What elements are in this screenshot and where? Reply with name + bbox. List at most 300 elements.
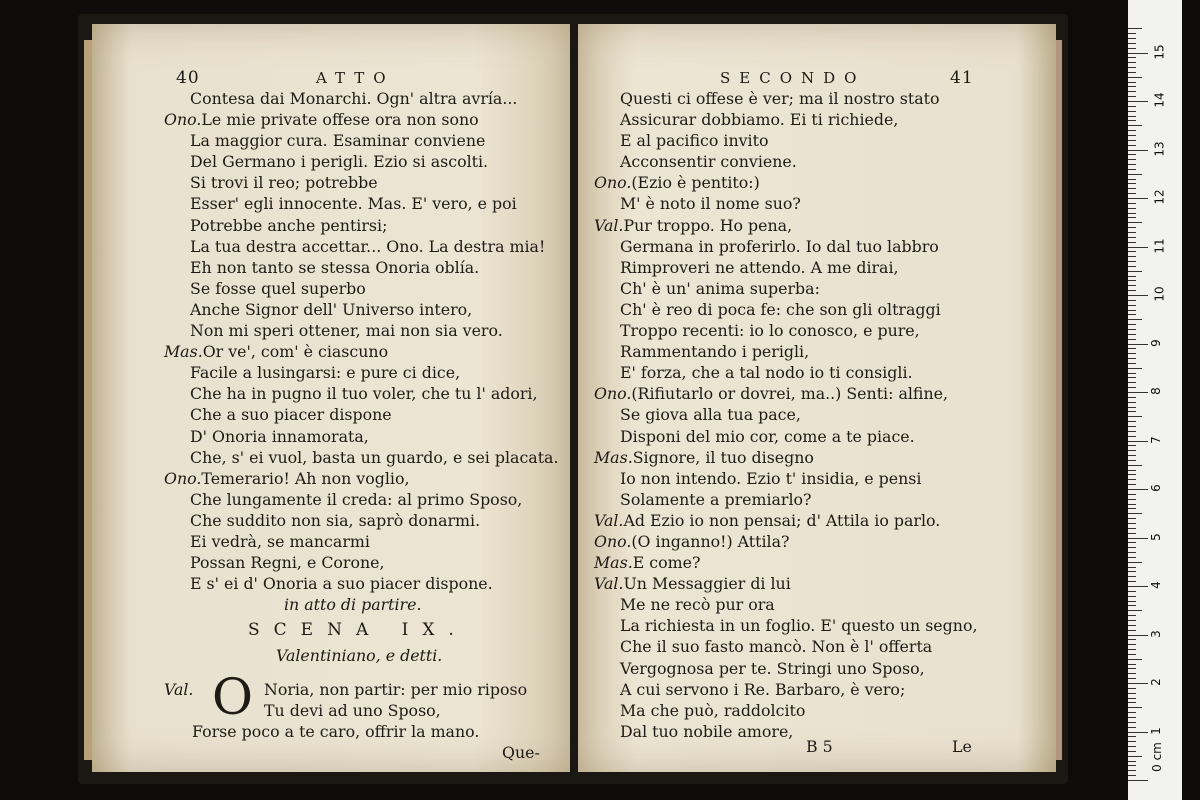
text-line: [594, 489, 977, 510]
text-line: [164, 383, 559, 404]
ruler-tick: [1128, 154, 1136, 155]
ruler-tick: [1128, 77, 1142, 78]
ruler-tick: [1128, 605, 1136, 606]
ruler-tick: [1128, 775, 1136, 776]
text-line: [164, 172, 559, 193]
ruler-tick: [1128, 649, 1136, 650]
val-lines: [264, 679, 527, 721]
ruler-tick: [1128, 542, 1136, 543]
ruler-tick: [1128, 96, 1136, 97]
ruler-tick: [1128, 120, 1136, 121]
text-line: [164, 109, 559, 130]
ruler-tick: [1128, 150, 1148, 151]
ruler-tick: [1128, 591, 1136, 592]
signature-text: B 5: [806, 737, 833, 756]
ruler-tick: [1128, 664, 1136, 665]
speaker-label: Mas.: [594, 553, 633, 573]
ruler-tick: [1128, 436, 1136, 437]
line-text: Solamente a premiarlo?: [620, 489, 812, 509]
line-text: M' è noto il nome suo?: [620, 194, 801, 214]
line-text: Che ha in pugno il tuo voler, che tu l' adori,: [190, 384, 538, 404]
ruler-tick: [1128, 319, 1142, 320]
speaker-label: Mas.: [164, 342, 203, 362]
text-line: [594, 88, 977, 109]
ruler-tick: [1128, 256, 1136, 257]
ruler-tick: [1128, 62, 1136, 63]
measurement-ruler: [1128, 0, 1182, 800]
stage-direction: in atto di partire.: [284, 595, 422, 614]
text-line: [594, 510, 977, 531]
line-text: Si trovi il reo; potrebbe: [190, 173, 378, 193]
text-line: [594, 658, 977, 679]
ruler-tick: [1128, 164, 1136, 165]
ruler-tick: [1128, 741, 1136, 742]
ruler-tick: [1128, 426, 1136, 427]
ruler-tick: [1128, 135, 1136, 136]
ruler-label: 2: [1148, 678, 1163, 686]
line-text: Io non intendo. Ezio t' insidia, e pensi: [620, 468, 922, 488]
text-line: [164, 426, 559, 447]
text-line: Forse poco a te caro, offrir la mano.: [192, 722, 480, 741]
ruler-label: 10: [1152, 286, 1167, 302]
ruler-label: 13: [1152, 140, 1167, 157]
line-text: Eh non tanto se stessa Onoria oblía.: [190, 257, 480, 277]
right-text-block: [594, 88, 977, 742]
ruler-tick: [1128, 465, 1142, 466]
ruler-tick: [1128, 402, 1136, 403]
ruler-tick: [1128, 654, 1136, 655]
ruler-tick: [1128, 620, 1136, 621]
ruler-tick: [1128, 450, 1136, 451]
line-text: Germana in proferirlo. Io dal tuo labbro: [620, 236, 939, 256]
ruler-tick: [1128, 179, 1136, 180]
text-line: [594, 320, 977, 341]
ruler-tick: [1128, 445, 1136, 446]
ruler-tick: [1128, 57, 1136, 58]
line-text: Possan Regni, e Corone,: [190, 553, 385, 573]
speaker-label: Ono.: [594, 173, 632, 193]
ruler-tick: [1128, 751, 1136, 752]
ruler-tick: [1128, 722, 1136, 723]
ruler-tick: [1128, 479, 1136, 480]
ruler-tick: [1128, 717, 1136, 718]
ruler-label: 3: [1148, 629, 1163, 638]
ruler-label: 9: [1148, 338, 1163, 347]
ruler-tick: [1128, 348, 1136, 349]
left-running-head: ATTO: [316, 69, 395, 87]
ruler-tick: [1128, 101, 1148, 102]
ruler-tick: [1128, 53, 1148, 54]
right-page-number: 41: [950, 68, 974, 88]
scene-heading: SCENA IX.: [248, 620, 468, 641]
ruler-tick: [1128, 183, 1136, 184]
ruler-tick: [1128, 678, 1136, 679]
line-text: La richiesta in un foglio. E' questo un segno,: [620, 616, 978, 636]
text-line: [594, 531, 977, 552]
ruler-tick: [1128, 484, 1136, 485]
ruler-tick: [1128, 659, 1142, 660]
text-line: [594, 447, 977, 468]
text-line: [594, 278, 977, 299]
ruler-tick: [1128, 188, 1136, 189]
ruler-tick: [1128, 416, 1142, 417]
ruler-tick: [1128, 159, 1136, 160]
ruler-tick: [1128, 397, 1136, 398]
ruler-tick: [1128, 125, 1142, 126]
line-text: Potrebbe anche pentirsi;: [190, 215, 388, 235]
line-text: Non mi speri ottener, mai non sia vero.: [190, 321, 503, 341]
ruler-tick: [1128, 698, 1136, 699]
ruler-tick: [1128, 596, 1136, 597]
line-text: Se fosse quel superbo: [190, 278, 366, 298]
ruler-tick: [1128, 67, 1136, 68]
ruler-tick: [1128, 193, 1136, 194]
line-text: Ch' è un' anima superba:: [620, 278, 820, 298]
line-text: (Rifiutarlo or dovrei, ma..) Senti: alfine,: [631, 384, 948, 404]
ruler-tick: [1128, 770, 1136, 771]
line-text: Signore, il tuo disegno: [632, 447, 814, 467]
ruler-tick: [1128, 407, 1136, 408]
ruler-tick: [1128, 295, 1148, 296]
ruler-tick: [1128, 639, 1136, 640]
line-text: Ad Ezio io non pensai; d' Attila io parlo.: [623, 510, 941, 530]
ruler-tick: [1128, 232, 1136, 233]
right-page: [578, 24, 1056, 772]
ruler-tick: [1128, 261, 1136, 262]
ruler-tick: [1128, 567, 1136, 568]
text-line: [164, 404, 559, 425]
ruler-tick: [1128, 33, 1136, 34]
drop-cap: O: [212, 668, 253, 726]
line-text: Che il suo fasto mancò. Non è l' offerta: [620, 637, 933, 657]
line-text: Che suddito non sia, saprò donarmi.: [190, 510, 481, 530]
ruler-tick: [1128, 198, 1148, 199]
ruler-tick: [1128, 227, 1136, 228]
ruler-tick: [1128, 489, 1148, 490]
ruler-tick: [1128, 86, 1136, 87]
line-text: Del Germano i perigli. Ezio si ascolti.: [190, 152, 489, 172]
text-line: [594, 636, 977, 657]
line-text: Rimproveri ne attendo. A me dirai,: [620, 257, 899, 277]
text-line: [594, 215, 977, 236]
text-line: [594, 130, 977, 151]
ruler-tick: [1128, 339, 1136, 340]
ruler-tick: [1128, 756, 1142, 757]
text-line: [594, 151, 977, 172]
speaker-label: Ono.: [164, 468, 202, 488]
ruler-label: 15: [1152, 43, 1167, 60]
ruler-tick: [1128, 242, 1136, 243]
text-line: [594, 573, 977, 594]
ruler-tick: [1128, 208, 1136, 209]
ruler-tick: [1128, 82, 1136, 83]
text-line: [594, 404, 977, 425]
text-line: [594, 257, 977, 278]
speaker-label: Val.: [594, 215, 624, 235]
left-catchword: [502, 742, 540, 763]
line-text: Ch' è reo di poca fe: che son gli oltraggi: [620, 299, 941, 319]
ruler-tick: [1128, 247, 1148, 248]
speaker-label: Ono.: [594, 384, 632, 404]
ruler-tick: [1128, 601, 1136, 602]
catchword: Que-: [502, 743, 540, 762]
ruler-tick: [1128, 494, 1136, 495]
line-text: Anche Signor dell' Universo intero,: [190, 299, 473, 319]
ruler-tick: [1128, 474, 1136, 475]
ruler-tick: [1128, 504, 1136, 505]
ruler-tick: [1128, 518, 1136, 519]
ruler-tick: [1128, 174, 1142, 175]
ruler-tick: [1128, 470, 1136, 471]
text-line: [164, 341, 559, 362]
ruler-tick: [1128, 392, 1148, 393]
ruler-tick: [1128, 373, 1136, 374]
ruler-tick: [1128, 251, 1136, 252]
val-speech: [164, 679, 193, 700]
ruler-tick: [1128, 48, 1136, 49]
text-line: [164, 320, 559, 341]
line-text: Dal tuo nobile amore,: [620, 721, 794, 741]
text-line: [164, 236, 559, 257]
line-text: La maggior cura. Esaminar conviene: [190, 131, 486, 151]
line-text: Acconsentir conviene.: [620, 152, 797, 172]
ruler-tick: [1128, 43, 1136, 44]
ruler-label: 14: [1152, 92, 1167, 108]
ruler-tick: [1128, 130, 1136, 131]
text-line: [594, 552, 977, 573]
text-line: [164, 215, 559, 236]
text-line: [164, 468, 559, 489]
ruler-tick: [1128, 329, 1136, 330]
line-text: Me ne recò pur ora: [620, 595, 775, 615]
line-text: Rammentando i perigli,: [620, 342, 810, 362]
line-text: Vergognosa per te. Stringi uno Sposo,: [620, 658, 925, 678]
line-text: Ei vedrà, se mancarmi: [190, 531, 370, 551]
ruler-tick: [1128, 727, 1136, 728]
ruler-tick: [1128, 533, 1136, 534]
text-line: [594, 426, 977, 447]
ruler-tick: [1128, 266, 1136, 267]
catchword: Le: [952, 737, 972, 756]
line-text: Contesa dai Monarchi. Ogn' altra avría...: [190, 89, 518, 108]
text-line: [164, 552, 559, 573]
ruler-tick: [1128, 508, 1136, 509]
line-text: Ma che può, raddolcito: [620, 700, 806, 720]
right-running-head: SECONDO: [720, 69, 866, 87]
ruler-tick: [1128, 169, 1136, 170]
ruler-tick: [1128, 761, 1136, 762]
text-line: [594, 615, 977, 636]
ruler-tick: [1128, 310, 1136, 311]
right-catchword: [952, 736, 972, 757]
ruler-tick: [1128, 673, 1136, 674]
ruler-tick: [1128, 421, 1136, 422]
ruler-tick: [1128, 411, 1136, 412]
line-text: Disponi del mio cor, come a te piace.: [620, 426, 915, 446]
speaker-label: Val.: [164, 680, 194, 699]
ruler-tick: [1128, 280, 1136, 281]
ruler-tick: [1128, 635, 1148, 636]
ruler-label: 11: [1152, 237, 1167, 254]
ruler-tick: [1128, 625, 1136, 626]
text-line: [164, 88, 559, 109]
speaker-label: Ono.: [594, 531, 632, 551]
ruler-label: 12: [1152, 189, 1167, 205]
text-line: [594, 193, 977, 214]
text-line: [164, 130, 559, 151]
ruler-tick: [1128, 499, 1136, 500]
ruler-tick: [1128, 300, 1136, 301]
ruler-tick: [1128, 736, 1136, 737]
line-text: Troppo recenti: io lo conosco, e pure,: [620, 321, 920, 341]
text-line: [164, 151, 559, 172]
ruler-tick: [1128, 203, 1136, 204]
left-text-block: [164, 88, 559, 594]
text-line: [164, 531, 559, 552]
left-page: [92, 24, 570, 772]
ruler-tick: [1128, 217, 1136, 218]
ruler-tick: [1128, 290, 1136, 291]
ruler-tick: [1128, 630, 1136, 631]
text-line: [594, 109, 977, 130]
ruler-tick: [1128, 441, 1148, 442]
text-line: Noria, non partir: per mio riposo: [264, 680, 528, 699]
ruler-tick: [1128, 780, 1148, 781]
ruler-tick: [1128, 562, 1142, 563]
speaker-label: Mas.: [594, 447, 633, 467]
last-line: [192, 721, 479, 742]
scene-persons: Valentiniano, e detti.: [276, 646, 443, 666]
speaker-label: Val.: [594, 510, 624, 530]
ruler-tick: [1128, 382, 1136, 383]
ruler-tick: [1128, 334, 1136, 335]
ruler-tick: [1128, 358, 1136, 359]
ruler-tick: [1128, 106, 1136, 107]
ruler-tick: [1128, 547, 1136, 548]
text-line: [594, 172, 977, 193]
text-line: [164, 257, 559, 278]
text-line: [594, 236, 977, 257]
ruler-tick: [1128, 344, 1148, 345]
ruler-tick: [1128, 576, 1136, 577]
text-line: [594, 700, 977, 721]
line-text: Or ve', com' è ciascuno: [202, 342, 389, 362]
ruler-label: 4: [1148, 581, 1163, 589]
ruler-tick: [1128, 732, 1148, 733]
ruler-tick: [1128, 523, 1136, 524]
ruler-tick: [1128, 693, 1136, 694]
ruler-tick: [1128, 237, 1136, 238]
ruler-tick: [1128, 213, 1136, 214]
line-text: D' Onoria innamorata,: [190, 426, 369, 446]
ruler-tick: [1128, 455, 1136, 456]
ruler-tick: [1128, 581, 1136, 582]
text-line: [164, 362, 559, 383]
ruler-tick: [1128, 615, 1136, 616]
ruler-tick: [1128, 145, 1136, 146]
line-text: Esser' egli innocente. Mas. E' vero, e poi: [190, 194, 517, 214]
line-text: Che lungamente il creda: al primo Sposo,: [190, 489, 523, 509]
text-line: Tu devi ad uno Sposo,: [264, 701, 441, 721]
ruler-tick: [1128, 528, 1136, 529]
text-line: [594, 721, 977, 742]
ruler-tick: [1128, 305, 1136, 306]
ruler-label: 7: [1148, 435, 1163, 444]
ruler-tick: [1128, 140, 1136, 141]
text-line: [164, 299, 559, 320]
ruler-tick: [1128, 72, 1136, 73]
line-text: E al pacifico invito: [620, 131, 769, 151]
text-line: [164, 510, 559, 531]
ruler-tick: [1128, 746, 1136, 747]
ruler-tick: [1128, 513, 1142, 514]
line-text: Le mie private offese ora non sono: [201, 110, 479, 130]
line-text: E s' ei d' Onoria a suo piacer dispone.: [190, 574, 493, 594]
line-text: Questi ci offese è ver; ma il nostro stato: [620, 89, 940, 108]
ruler-label: 8: [1148, 387, 1163, 395]
line-text: Facile a lusingarsi: e pure ci dice,: [190, 363, 461, 383]
ruler-tick: [1128, 324, 1136, 325]
ruler-tick: [1128, 712, 1136, 713]
text-line: [164, 193, 559, 214]
ruler-tick: [1128, 368, 1142, 369]
ruler-label: 5: [1148, 532, 1163, 541]
ruler-tick: [1128, 610, 1142, 611]
line-text: Temerario! Ah non voglio,: [201, 468, 410, 488]
line-text: Pur troppo. Ho pena,: [623, 215, 793, 235]
left-page-number: 40: [176, 68, 200, 88]
ruler-tick: [1128, 644, 1136, 645]
line-text: E come?: [632, 553, 701, 573]
ruler-tick: [1128, 431, 1136, 432]
ruler-tick: [1128, 222, 1142, 223]
ruler-tick: [1128, 271, 1142, 272]
signature-mark: [806, 736, 833, 757]
text-line: [164, 489, 559, 510]
line-text: Assicurar dobbiamo. Ei ti richiede,: [620, 110, 899, 130]
line-text: Un Messaggier di lui: [623, 574, 791, 594]
text-line: [594, 468, 977, 489]
line-text: A cui servono i Re. Barbaro, è vero;: [620, 679, 906, 699]
ruler-tick: [1128, 314, 1136, 315]
ruler-tick: [1128, 688, 1136, 689]
ruler-tick: [1128, 702, 1136, 703]
text-line: [164, 278, 559, 299]
text-line: [594, 383, 977, 404]
ruler-tick: [1128, 377, 1136, 378]
ruler-tick: [1128, 276, 1136, 277]
speaker-label: Ono.: [164, 110, 202, 130]
line-text: (Ezio è pentito:): [631, 173, 760, 193]
ruler-tick: [1128, 668, 1136, 669]
text-line: [594, 341, 977, 362]
line-text: Se giova alla tua pace,: [620, 405, 801, 425]
ruler-tick: [1128, 586, 1148, 587]
ruler-tick: [1128, 363, 1136, 364]
left-lower-block: [166, 594, 468, 666]
line-text: (O inganno!) Attila?: [631, 531, 790, 551]
text-line: [594, 362, 977, 383]
ruler-label: 6: [1148, 484, 1163, 492]
text-line: [164, 573, 559, 594]
line-text: E' forza, che a tal nodo io ti consigli.: [620, 363, 913, 383]
text-line: [594, 299, 977, 320]
ruler-tick: [1128, 765, 1136, 766]
ruler-tick: [1128, 538, 1148, 539]
ruler-tick: [1128, 116, 1136, 117]
line-text: Che a suo piacer dispone: [190, 405, 392, 425]
ruler-tick: [1128, 683, 1148, 684]
